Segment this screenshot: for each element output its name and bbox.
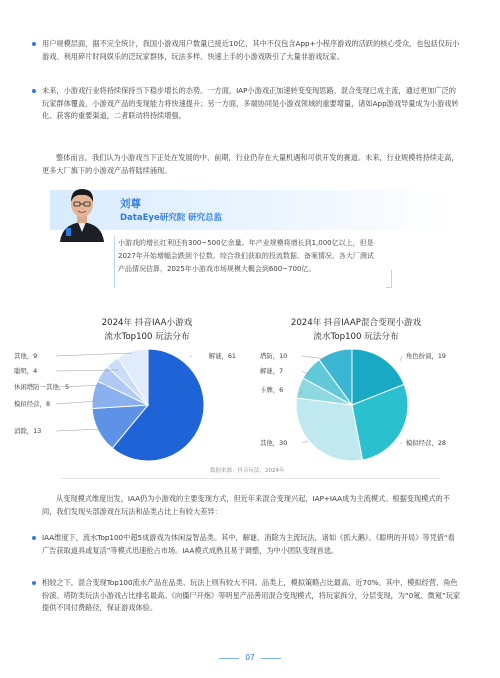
iaa-pie-chart <box>14 349 236 461</box>
pie-label-0-3: 休闲塔防一其他，5 <box>14 383 70 391</box>
bullet-text: IAA维度下，流水Top100中超5成游戏为休闲益智品类。其中，解谜、消除为主流玩法，诸如《抓大鹅》、《聪明的开局》等凭借“看广告获取道具或复活”等模式迅速抢占市场。IAA模式成熟且易于调整，为中小团队变现首选。 <box>42 533 455 555</box>
iaa-chart-title-line: 流水Top100 玩法分布 <box>104 332 190 342</box>
pie-label-0-0: 解谜，61 <box>208 352 236 360</box>
data-source-note: 数据来源：抖音玩法，2024年 <box>210 468 285 474</box>
bullet-iaa-dimension <box>42 532 462 557</box>
page-footer <box>0 653 500 662</box>
expert-avatar <box>56 182 108 242</box>
quote-text: 小游戏的增长红利还有300~500亿余量。年产业规模将增长到1,000亿以上，但是2027年开始增幅会跌到个位数。综合我们获取的投流数据、备案情况、各大厂测试产品情况估算，2025年小游戏市场规模大概会到600~700亿。 <box>118 239 374 273</box>
footer-line-right <box>261 658 281 659</box>
iaa-chart-title-line: 2024年 抖音IAA小游戏 <box>101 318 193 328</box>
quote-bracket-right <box>386 270 392 288</box>
expert-name: 刘尊 <box>120 198 141 210</box>
footer-line-left <box>219 658 239 659</box>
pie-leader-line-1-0 <box>400 356 402 361</box>
pie-leader-line-1-2 <box>302 441 308 443</box>
expert-title: DataEye研究院 研究总监 <box>120 213 223 223</box>
iaap-chart-title-line: 流水Top100 玩法分布 <box>313 332 399 342</box>
pie-slice-1-2 <box>296 398 362 461</box>
iaap-chart-title-line: 2024年 抖音IAAP混合变现小游戏 <box>290 318 422 328</box>
pie-label-0-5: 其他，9 <box>14 352 38 360</box>
pie-label-0-4: 聪明，4 <box>14 367 38 375</box>
quote-header-band <box>50 190 452 230</box>
pie-label-1-1: 模拟经营，28 <box>405 439 446 447</box>
page-number: 07 <box>245 653 255 662</box>
iaap-chart-title <box>266 316 446 344</box>
pie-label-1-2: 其他，30 <box>260 439 288 447</box>
pie-leader-line-0-0 <box>190 356 192 357</box>
pie-leader-line-0-1 <box>56 429 104 431</box>
bullet-dot-icon <box>32 581 36 585</box>
summary-paragraph: 整体而言，我们认为小游戏当下正处在发展的中、前期，行业仍存在大量机遇和可供开发的赛道。未来，行业规模将持续走高，更多大厂旗下的小游戏产品将陆续涌现。 <box>42 153 459 175</box>
bullet-future-trend <box>42 85 462 123</box>
bullet-hybrid-dimension <box>42 577 462 615</box>
pie-charts <box>0 345 500 485</box>
iaa-chart-title <box>62 316 232 344</box>
pie-label-0-2: 模拟经营，8 <box>14 400 51 408</box>
pie-label-1-0: 角色扮演，19 <box>405 352 446 360</box>
pie-label-0-1: 消除，13 <box>14 427 42 435</box>
bullet-dot-icon <box>32 536 36 540</box>
bullet-user-scale <box>42 38 462 63</box>
bullet-text: 未来，小游戏行业将持续保持当下稳步增长的态势。一方面，IAP小游戏正加速转变变现思路，混合变现已成主流，通过更加广泛的玩家群体覆盖，小游戏产品的变现能力将快速提升；另一方面，多端协同是小游戏领域的重要增量，诸如App游戏导量成为小游戏转化、获客的重要渠道，二者联动将持续增强。 <box>42 86 459 120</box>
monetization-paragraph: 从变现模式维度出发，IAA仍为小游戏的主要变现方式，但近年来混合变现兴起，IAP+IAA成为主流模式。根据变现模式的不同，我们发现头部游戏在玩法和品类占比上有较大差异： <box>42 494 450 516</box>
bullet-text: 用户规模层面，据不完全统计，我国小游戏用户数量已接近10亿，其中不仅包含App+小程序游戏的活跃的核心受众，也包括仅玩小游戏、利用碎片时间娱乐的泛玩家群体，玩法多样、快速上手的小游戏吸引了大量非游戏玩家。 <box>42 39 460 61</box>
expert-quote <box>50 190 452 300</box>
bullet-dot-icon <box>32 89 36 93</box>
section-divider <box>60 478 440 479</box>
pie-label-1-5: 塔防，10 <box>260 352 288 360</box>
bullet-dot-icon <box>32 42 36 46</box>
pie-label-1-3: 卡牌，6 <box>260 386 284 394</box>
pie-leader-line-0-5 <box>56 353 132 356</box>
bullet-text: 相较之下，混合变现Top100流水产品在品类、玩法上则有较大不同。品类上，模拟策略占比最高、近70%。其中，模拟经营、角色扮演、塔防类玩法小游戏占比排名最高。《向僵尸开炮》等明星产品善用混合变现模式，将玩家拆分，分层变现，为“0氪、微氪”玩家提供不同付费路径，保证游戏体验。 <box>42 578 461 612</box>
iaap-pie-chart <box>260 349 446 461</box>
quote-bracket-left <box>114 236 117 288</box>
pie-label-1-4: 解谜，7 <box>260 367 284 375</box>
